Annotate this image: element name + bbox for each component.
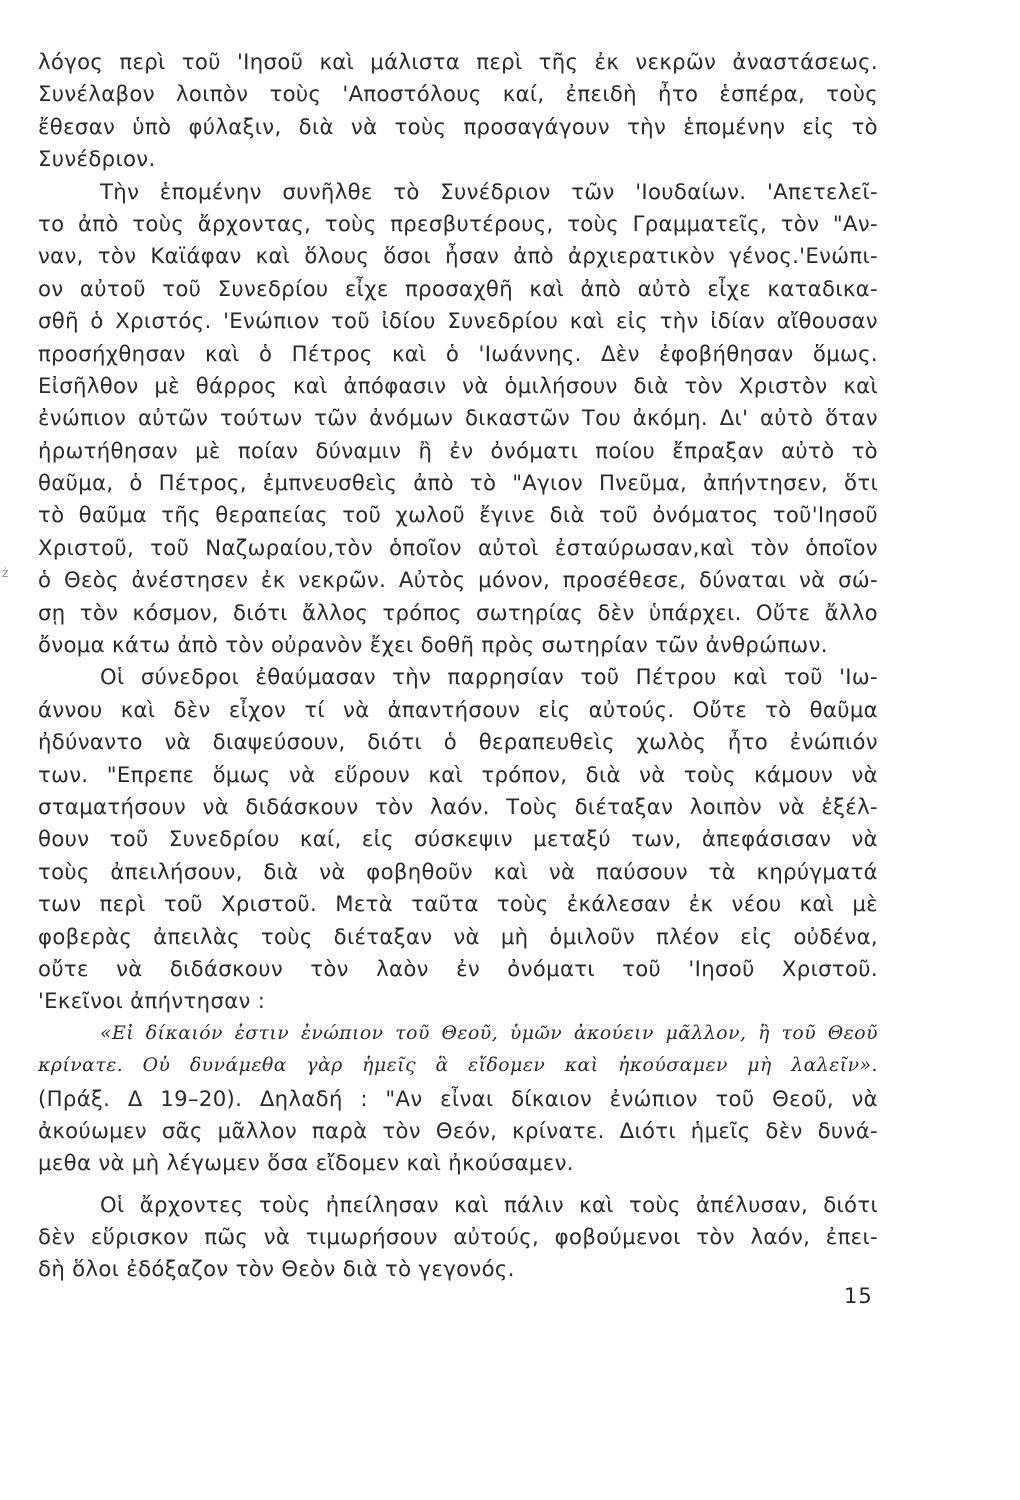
text-line: σταματήσουν νὰ διδάσκουν τὸν λαόν. Τοὺς διέταξαν λοιπὸν νὰ ἐξέλ- [38,793,878,819]
text-line: σθῆ ὁ Χριστός. 'Ενώπιον τοῦ ἰδίου Συνεδρίου καὶ εἰς τὴν ἰδίαν αἴθουσαν [38,308,878,334]
text-line: ον αὐτοῦ τοῦ Συνεδρίου εἶχε προσαχθῆ καὶ ἀπὸ αὐτὸ εἶχε καταδικα- [38,275,878,301]
quote-line: «Εἰ δίκαιόν ἐστιν ἐνώπιον τοῦ Θεοῦ, ὑμῶν ἀκούειν μᾶλλον, ἢ τοῦ Θεοῦ [100,1022,878,1044]
text-line: Συνέλαβον λοιπὸν τοὺς 'Αποστόλους καί, ἐπειδὴ ἦτο ἑσπέρα, τοὺς [38,81,878,107]
text-line: Οἱ σύνεδροι ἐθαύμασαν τὴν παρρησίαν τοῦ Πέτρου καὶ τοῦ 'Ιω- [100,664,878,690]
text-line: τὸ θαῦμα τῆς θεραπείας τοῦ χωλοῦ ἔγινε διὰ τοῦ ὀνόματος τοῦ'Ιησοῦ [38,502,878,528]
text-line: άννου καὶ δὲν εἶχον τί νὰ ἀπαντήσουν εἰς αὐτούς. Οὔτε τὸ θαῦμα [38,696,878,722]
text-line: Συνέδριον. [38,146,156,172]
text-line: Τὴν ἑπομένην συνῆλθε τὸ Συνέδριον τῶν 'Ιουδαίων. 'Απετελεῖ- [100,178,878,204]
page-body [38,46,878,1286]
text-line: ἐνώπιον αὐτῶν τούτων τῶν ἀνόμων δικαστῶν Του ἀκόμη. Δι' αὐτὸ ὅταν [38,405,878,431]
text-line: προσήχθησαν καὶ ὁ Πέτρος καὶ ὁ 'Ιωάννης. Δὲν ἐφοβήθησαν ὅμως. [38,340,878,366]
text-line: δὲν εὕρισκον πῶς νὰ τιμωρήσουν αὐτούς, φοβούμενοι τὸν λαόν, ἐπει- [38,1224,878,1250]
text-line: ἠδύναντο νὰ διαψεύσουν, διότι ὁ θεραπευθεὶς χωλὸς ἦτο ἐνώπιόν [38,729,878,755]
text-line: Οἱ ἄρχοντες τοὺς ἠπείλησαν καὶ πάλιν καὶ τοὺς ἀπέλυσαν, διότι [100,1191,878,1217]
text-line: Χριστοῦ, τοῦ Ναζωραίου,τὸν ὁποῖον αὐτοὶ ἐσταύρωσαν,καὶ τὸν ὁποῖον [38,534,878,560]
text-line: δὴ ὅλοι ἐδόξαζον τὸν Θεὸν διὰ τὸ γεγονός. [38,1256,515,1282]
text-line: θουν τοῦ Συνεδρίου καί, εἰς σύσκεψιν μεταξύ των, ἀπεφάσισαν νὰ [38,826,878,852]
text-line: ἔθεσαν ὑπὸ φύλαξιν, διὰ νὰ τοὺς προσαγάγουν τὴν ἑπομένην εἰς τὸ [38,113,878,139]
text-line: οὔτε νὰ διδάσκουν τὸν λαὸν ἐν ὀνόματι τοῦ 'Ιησοῦ Χριστοῦ. [38,955,878,981]
text-line: Εἰσῆλθον μὲ θάρρος καὶ ἀπόφασιν νὰ ὁμιλήσουν διὰ τὸν Χριστὸν καὶ [38,372,878,398]
text-line: των περὶ τοῦ Χριστοῦ. Μετὰ ταῦτα τοὺς ἐκάλεσαν ἐκ νέου καὶ μὲ [38,891,878,917]
margin-mark: ż [2,566,9,580]
text-line: ναν, τὸν Καϊάφαν καὶ ὅλους ὅσοι ἦσαν ἀπὸ ἀρχιερατικὸν γένος.'Ενώπι- [38,243,878,269]
paragraph [38,46,878,176]
paragraph [38,661,878,1017]
paragraph-spacer [38,1180,878,1189]
text-line: (Πράξ. Δ 19–20). Δηλαδή : "Αν εἶναι δίκαιον ἐνώπιον τοῦ Θεοῦ, νὰ [38,1085,878,1111]
text-line: ὁ Θεὸς ἀνέστησεν ἐκ νεκρῶν. Αὐτὸς μόνον, προσέθεσε, δύναται νὰ σώ- [38,567,878,593]
text-line: τοὺς ἀπειλήσουν, διὰ νὰ φοβηθοῦν καὶ νὰ παύσουν τὰ κηρύγματά [38,858,878,884]
paragraph [38,176,878,662]
text-line: ἀκούωμεν σᾶς μᾶλλον παρὰ τὸν Θεόν, κρίνατε. Διότι ἡμεῖς δὲν δυνά- [38,1117,878,1143]
page-number: 15 [844,1284,873,1308]
text-line: φοβερὰς ἀπειλὰς τοὺς διέταξαν νὰ μὴ ὁμιλοῦν πλέον εἰς οὐδένα, [38,923,878,949]
quotation-paragraph [38,1018,878,1180]
text-line: σῃ τὸν κόσμον, διότι ἄλλος τρόπος σωτηρίας δὲν ὑπάρχει. Οὔτε ἄλλο [38,599,878,625]
text-line: ἠρωτήθησαν μὲ ποίαν δύναμιν ἢ ἐν ὀνόματι ποίου ἔπραξαν αὐτὸ τὸ [38,437,878,463]
text-line: θαῦμα, ὁ Πέτρος, ἐμπνευσθεὶς ἀπὸ τὸ "Αγιον Πνεῦμα, ἀπήντησεν, ὅτι [38,470,878,496]
paragraph [38,1189,878,1286]
text-line: ὄνομα κάτω ἀπὸ τὸν οὐρανὸν ἔχει δοθῆ πρὸς σωτηρίαν τῶν ἀνθρώπων. [38,632,828,658]
text-line: το ἀπὸ τοὺς ἄρχοντας, τοὺς πρεσβυτέρους, τοὺς Γραμματεῖς, τὸν "Αν- [38,210,878,236]
text-line: των. "Επρεπε ὅμως νὰ εὕρουν καὶ τρόπον, διὰ νὰ τοὺς κάμουν νὰ [38,761,878,787]
text-line: μεθα νὰ μὴ λέγωμεν ὅσα εἴδομεν καὶ ἠκούσαμεν. [38,1150,574,1176]
text-line: 'Εκεῖνοι ἀπήντησαν : [38,988,266,1014]
quote-line: κρίνατε. Οὐ δυνάμεθα γὰρ ἡμεῖς ἃ εἴδομεν καὶ ἠκούσαμεν μὴ λαλεῖν». [38,1055,878,1077]
text-line: λόγος περὶ τοῦ 'Ιησοῦ καὶ μάλιστα περὶ τῆς ἐκ νεκρῶν ἀναστάσεως. [38,49,878,74]
